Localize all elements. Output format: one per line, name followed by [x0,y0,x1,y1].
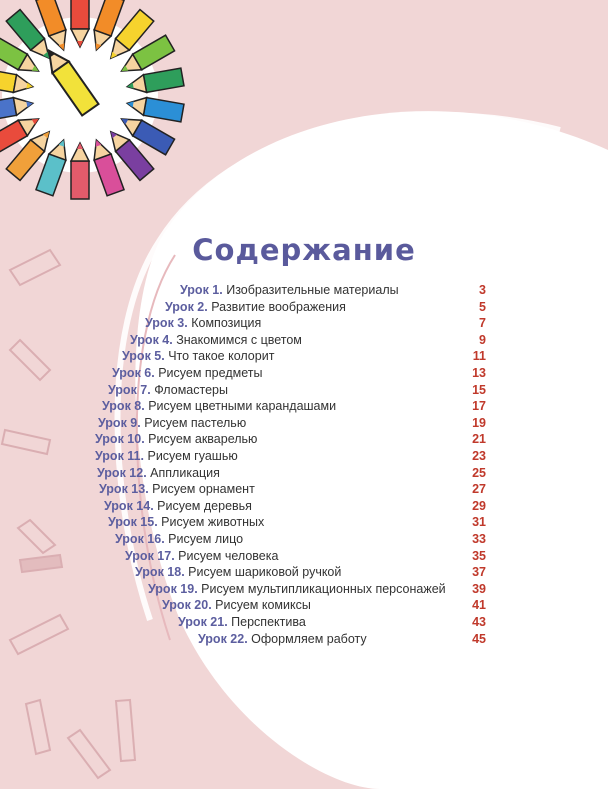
lesson-number: Урок 19. [148,581,198,596]
lesson-topic: Рисуем шариковой ручкой [188,565,342,580]
lesson-topic: Развитие воображения [211,299,346,314]
lesson-number: Урок 7. [108,382,151,397]
lesson-topic: Рисуем деревья [157,498,252,513]
lesson-topic: Рисуем мультипликационных персонажей [201,581,446,596]
toc-entry[interactable] [135,564,341,581]
toc-entry[interactable] [104,498,252,515]
lesson-number: Урок 6. [112,366,155,380]
toc-entry[interactable] [115,531,243,548]
toc-entry[interactable] [145,315,261,332]
lesson-topic: Рисуем орнамент [152,482,255,497]
page-number: 15 [472,382,486,397]
lesson-topic: Знакомимся с цветом [176,332,302,347]
lesson-number: Урок 2. [165,299,208,314]
lesson-topic: Рисуем лицо [168,532,244,546]
lesson-topic: Рисуем гуашью [147,449,238,463]
toc-entry[interactable] [180,282,399,299]
toc-entry[interactable] [165,299,346,316]
lesson-topic: Изобразительные материалы [226,283,399,297]
toc-entry[interactable] [125,548,278,565]
lesson-number: Урок 18. [135,565,185,580]
lesson-topic: Перспектива [231,615,306,629]
page-number: 7 [479,316,486,331]
lesson-number: Урок 9. [98,415,141,430]
page-number: 39 [472,581,486,596]
lesson-topic: Оформляем работу [251,631,367,646]
lesson-topic: Фломастеры [154,382,228,397]
page-number: 21 [472,432,486,447]
page-number: 9 [479,332,486,347]
toc-entry[interactable] [99,481,255,498]
toc-entry[interactable] [102,398,336,415]
page-number: 33 [472,532,486,546]
toc-entry[interactable] [97,465,220,482]
toc-entry[interactable] [95,431,257,448]
toc-entry[interactable] [148,581,446,598]
page-number: 11 [472,349,486,364]
toc-entry[interactable] [198,631,367,648]
page-number: 3 [479,283,486,297]
lesson-topic: Рисуем цветными карандашами [148,399,337,414]
lesson-topic: Рисуем акварелью [148,432,258,447]
toc-entry[interactable] [130,332,302,349]
page-title: Содержание [192,233,416,267]
lesson-topic: Рисуем комиксы [215,598,311,613]
page-number: 23 [472,449,486,463]
lesson-number: Урок 14. [104,498,154,513]
lesson-number: Урок 10. [95,432,145,447]
toc-entry[interactable] [112,365,262,382]
page-number: 19 [472,415,486,430]
toc-entry[interactable] [95,448,238,465]
lesson-number: Урок 3. [145,316,188,331]
lesson-number: Урок 16. [115,532,165,546]
lesson-topic: Рисуем предметы [158,366,263,380]
lesson-topic: Рисуем человека [178,548,279,563]
page-number: 37 [472,565,486,580]
page-number: 45 [472,631,486,646]
page-number: 17 [472,399,486,414]
lesson-number: Урок 5. [122,349,165,364]
lesson-topic: Рисуем животных [161,515,265,530]
lesson-number: Урок 17. [125,548,175,563]
toc-entry[interactable] [108,514,264,531]
page-number: 31 [472,515,486,530]
lesson-topic: Композиция [191,316,262,331]
toc-entry[interactable] [122,348,274,365]
lesson-number: Урок 13. [99,482,149,497]
lesson-topic: Рисуем пастелью [144,415,247,430]
page-number: 25 [472,465,486,480]
page-number: 35 [472,548,486,563]
lesson-number: Урок 8. [102,399,145,414]
toc-entry[interactable] [178,614,306,631]
lesson-topic: Аппликация [150,465,220,480]
lesson-number: Урок 15. [108,515,158,530]
toc-entry[interactable] [98,415,246,432]
lesson-number: Урок 12. [97,465,147,480]
lesson-number: Урок 11. [95,449,144,463]
lesson-number: Урок 4. [130,332,173,347]
lesson-number: Урок 22. [198,631,248,646]
page-number: 29 [472,498,486,513]
page-number: 5 [479,299,486,314]
lesson-number: Урок 21. [178,615,228,629]
lesson-number: Урок 1. [180,283,223,297]
toc-entry[interactable] [108,382,228,399]
page-number: 41 [472,598,486,613]
toc-entry[interactable] [162,597,311,614]
page-number: 43 [472,615,486,629]
page-number: 13 [472,366,486,380]
pencil-wheel [0,0,184,199]
page-number: 27 [472,482,486,497]
lesson-number: Урок 20. [162,598,212,613]
lesson-topic: Что такое колорит [168,349,275,364]
